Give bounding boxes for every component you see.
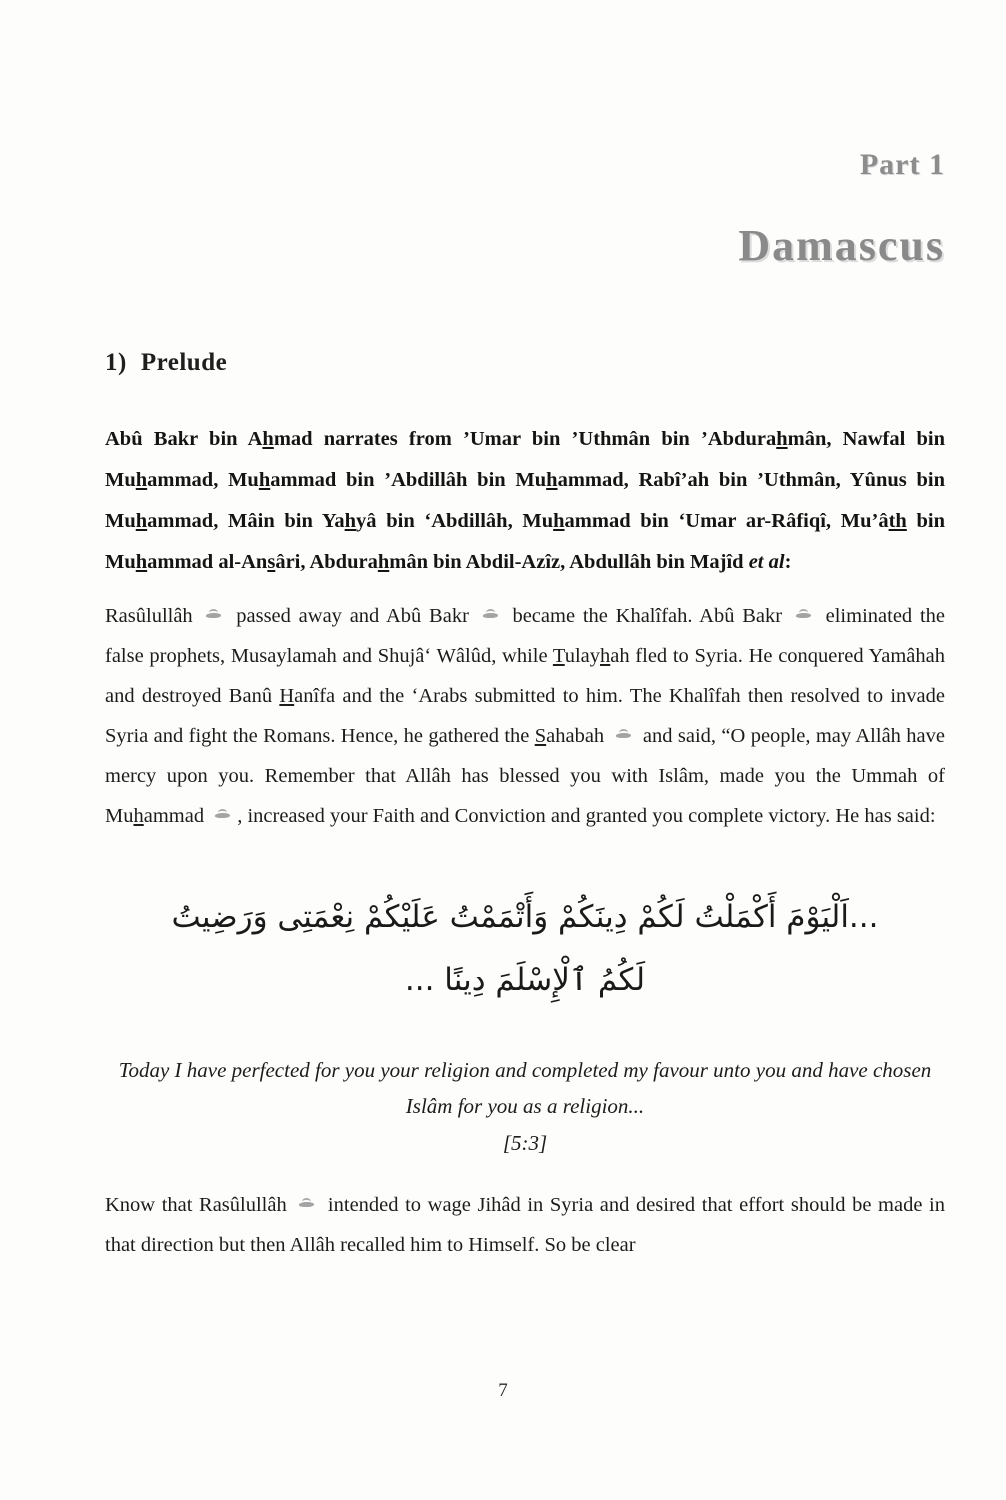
- quote-translation: Today I have perfected for you your religion and completed my favour unto you and have chosen Islâm for you as a religion...: [118, 1057, 932, 1119]
- honorific-icon: [213, 809, 233, 823]
- part-label: Part 1: [859, 148, 945, 181]
- honorific-icon: [794, 609, 814, 623]
- honorific-icon: [297, 1198, 317, 1212]
- body-paragraph-1: Rasûlullâh passed away and Abû Bakr became the Khalîfah. Abû Bakr eliminated the false prophets, Musaylamah and Shujâ‘ Wâlûd, while Tulayhah fled to Syria. He conquered Yamâhah and destroyed Banû Hanîfa and the ‘Arabs submitted to him. The Khalîfah then resolved to invade Syria and fight the Romans. Hence, he gathered the Sahabah and said, “O people, may Allâh have mercy upon you. Remember that Allâh has blessed you with Islâm, made you the Ummah of Muhammad , increased your Faith and Conviction and granted you complete victory. He has said:: [105, 605, 945, 827]
- section-number: 1): [105, 349, 127, 376]
- page-content: [105, 0, 945, 1500]
- narrator-chain-text: Abû Bakr bin Ahmad narrates from ’Umar bin ’Uthmân bin ’Abdurahmân, Nawfal bin Muhammad, Muhammad bin ’Abdillâh bin Muhammad, Rabî’ah bin ’Uthmân, Yûnus bin Muhammad, Mâin bin Yahyâ bin ‘Abdillâh, Muhammad bin ‘Umar ar-Râfiqî, Mu’âth bin Muhammad al-Ansâri, Abdurahmân bin Abdil-Azîz, Abdullâh bin Majîd et al:: [105, 428, 945, 573]
- section-heading: [105, 349, 945, 377]
- page-title: Damascus: [738, 221, 945, 270]
- arabic-line-1: ...اَلْيَوْمَ أَكْمَلْتُ لَكُمْ دِينَكُمْ وَأَتْمَمْتُ عَلَيْكُمْ نِعْمَتِى وَرَضِيتُ: [171, 898, 879, 935]
- body-paragraph-2: Know that Rasûlullâh intended to wage Jihâd in Syria and desired that effort should be made in that direction but then Allâh recalled him to Himself. So be clear: [105, 1194, 945, 1256]
- ayah-reference: [5:3]: [502, 1131, 548, 1155]
- arabic-line-2: لَكُمُ ٱلْإِسْلَمَ دِينًا ...: [404, 962, 646, 999]
- honorific-icon: [204, 609, 224, 623]
- section-title: Prelude: [140, 349, 228, 376]
- arabic-quote: [105, 889, 945, 1010]
- page-number: 7: [498, 1380, 508, 1401]
- honorific-icon: [614, 729, 634, 743]
- honorific-icon: [481, 609, 501, 623]
- narrator-chain-paragraph: [105, 419, 945, 583]
